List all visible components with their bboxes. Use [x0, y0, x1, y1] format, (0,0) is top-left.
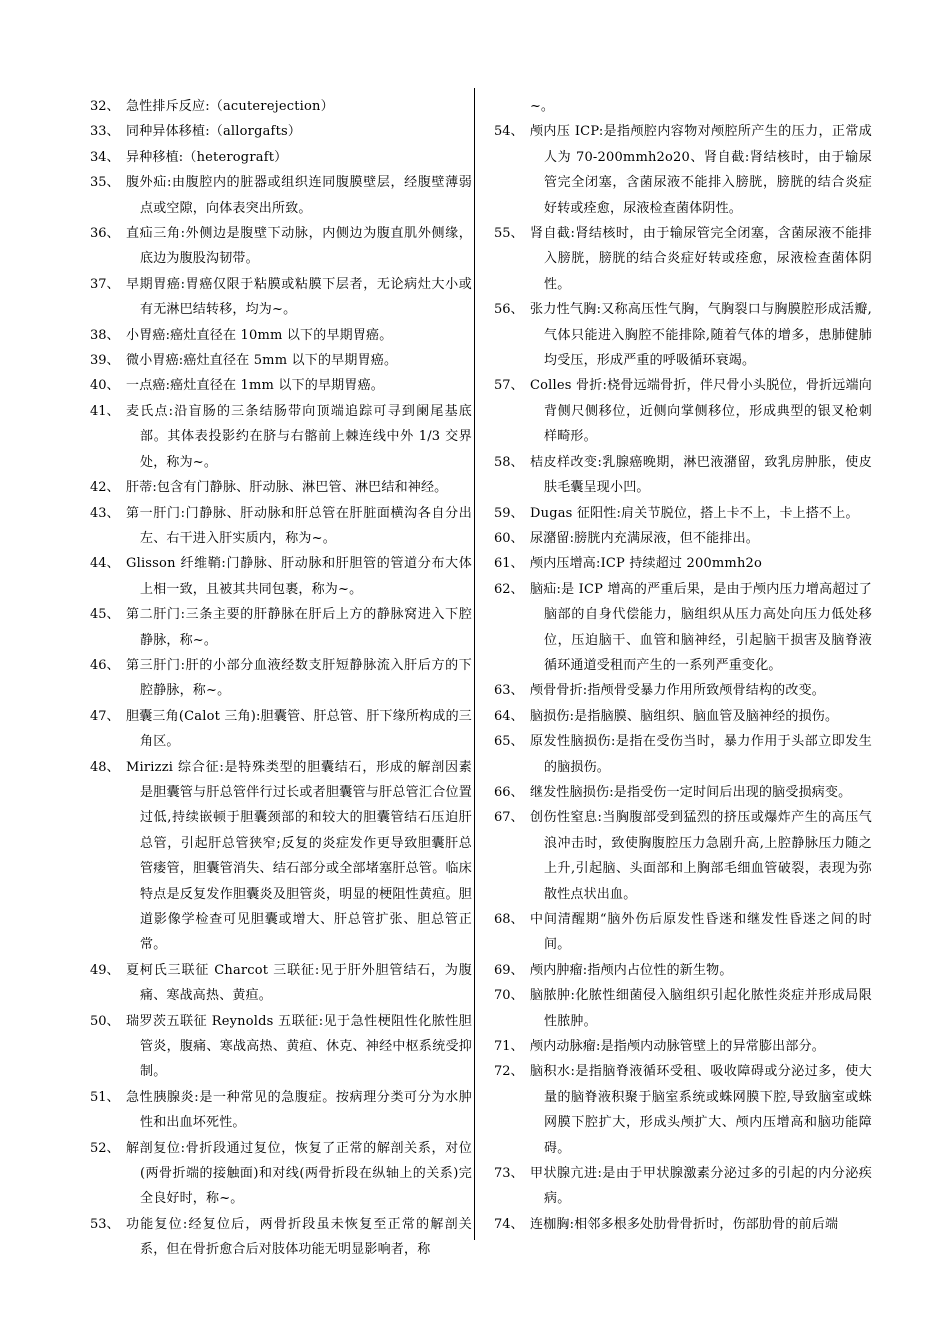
item-number: 68、	[494, 912, 524, 927]
item-text: 微小胃癌:癌灶直径在 5mm 以下的早期胃癌。	[126, 353, 398, 369]
list-item	[494, 297, 872, 373]
list-item	[90, 501, 472, 552]
list-item	[90, 653, 472, 704]
item-number: 35、	[90, 175, 120, 191]
list-item	[494, 119, 872, 221]
item-text: 第一肝门:门静脉、肝动脉和肝总管在肝脏面横沟各自分出左、右干进入肝实质内，称为~。	[126, 505, 472, 546]
item-number: 51、	[90, 1089, 120, 1105]
list-item	[90, 170, 472, 221]
list-item	[494, 577, 872, 679]
item-number: 71、	[494, 1039, 524, 1055]
item-number: 39、	[90, 353, 120, 369]
item-number: 56、	[494, 302, 524, 318]
list-item	[494, 450, 872, 501]
item-text: 腹外疝:由腹腔内的脏器或组织连同腹膜壁层，经腹壁薄弱点或空隙，向体表突出所致。	[126, 175, 472, 216]
item-text: 夏柯氏三联征 Charcot 三联征:见于肝外胆管结石，为腹痛、寒战高热、黄疸。	[126, 962, 472, 1004]
item-number: 64、	[494, 708, 524, 724]
item-text: 创伤性窒息:当胸腹部受到猛烈的挤压或爆炸产生的高压气浪冲击时，致使胸腹腔压力急剧升高,上腔静脉压力随之上升,引起脑、头面部和上胸部毛细血管破裂，表现为弥散性点状出血。	[530, 810, 872, 902]
list-item	[90, 94, 472, 119]
item-text: 同种异体移植:（allorgafts）	[126, 124, 302, 140]
item-text: 颅内压 ICP:是指颅腔内容物对颅腔所产生的压力，正常成人为 70-200mmh2o20、肾自截:肾结核时，由于输尿管完全闭塞，含菌尿液不能排入膀胱，膀胱的结合炎症好转或痊愈，尿液检查菌体阴性。	[530, 124, 872, 216]
item-number: 38、	[90, 327, 120, 343]
item-text: 脑脓肿:化脓性细菌侵入脑组织引起化脓性炎症并形成局限性脓肿。	[530, 988, 872, 1029]
item-text: Glisson 纤维鞘:门静脉、肝动脉和肝胆管的管道分布大体上相一致，且被其共同包裹，称为~。	[126, 556, 472, 597]
item-text: 颅内肿瘤:指颅内占位性的新生物。	[530, 962, 733, 978]
list-item	[90, 323, 472, 348]
item-text: 颅骨骨折:指颅骨受暴力作用所致颅骨结构的改变。	[530, 683, 825, 699]
item-text: 第三肝门:肝的小部分血液经数支肝短静脉流入肝后方的下腔静脉，称~。	[126, 657, 472, 699]
item-number: 52、	[90, 1140, 120, 1156]
column-divider	[474, 88, 475, 1240]
list-item	[494, 958, 872, 983]
item-text: 桔皮样改变:乳腺癌晚期，淋巴液潴留，致乳房肿胀，使皮肤毛囊呈现小凹。	[530, 454, 872, 496]
item-text: 第二肝门:三条主要的肝静脉在肝后上方的静脉窝进入下腔静脉，称~。	[126, 607, 472, 648]
item-number: 61、	[494, 556, 524, 572]
item-text: 急性排斥反应:（acuterejection）	[126, 99, 334, 114]
item-text: 中间清醒期“脑外伤后原发性昏迷和继发性昏迷之间的时间。	[530, 912, 872, 953]
item-text: 瑞罗茨五联征 Reynolds 五联征:见于急性梗阻性化脓性胆管炎，腹痛、寒战高热、黄疸、休克、神经中枢系统受抑制。	[126, 1013, 472, 1080]
item-text: 早期胃癌:胃癌仅限于粘膜或粘膜下层者，无论病灶大小或有无淋巴结转移，均为~。	[126, 276, 472, 318]
left-column	[90, 94, 472, 1263]
list-item	[494, 780, 872, 805]
item-text: 脑损伤:是指脑膜、脑组织、脑血管及脑神经的损伤。	[530, 708, 839, 724]
right-column	[494, 94, 872, 1237]
item-number: 72、	[494, 1064, 524, 1080]
item-number: 55、	[494, 226, 524, 242]
item-text: 直疝三角:外侧边是腹壁下动脉，内侧边为腹直肌外侧缘，底边为腹股沟韧带。	[126, 226, 472, 267]
item-text: 一点癌:癌灶直径在 1mm 以下的早期胃癌。	[126, 378, 384, 394]
item-text: 急性胰腺炎:是一种常见的急腹症。按病理分类可分为水肿性和出血坏死性。	[126, 1089, 472, 1131]
list-item	[90, 145, 472, 170]
item-number: 49、	[90, 962, 120, 978]
item-number: 70、	[494, 988, 524, 1004]
list-item	[90, 755, 472, 958]
item-text: 解剖复位:骨折段通过复位，恢复了正常的解剖关系，对位(两骨折端的接触面)和对线(两骨折段在纵轴上的关系)完全良好时，称~。	[126, 1140, 472, 1207]
list-item	[90, 119, 472, 144]
item-text: 甲状腺亢进:是由于甲状腺激素分泌过多的引起的内分泌疾病。	[530, 1166, 872, 1207]
item-text: 小胃癌:癌灶直径在 10mm 以下的早期胃癌。	[126, 327, 393, 343]
item-number: 36、	[90, 226, 120, 242]
item-number: 43、	[90, 505, 120, 521]
item-number: 74、	[494, 1216, 524, 1232]
item-number: 48、	[90, 759, 120, 775]
item-number: 73、	[494, 1166, 524, 1182]
item-text: 原发性脑损伤:是指在受伤当时，暴力作用于头部立即发生的脑损伤。	[530, 734, 872, 775]
item-text: 脑积水:是指脑脊液循环受租、吸收障碍或分泌过多，使大量的脑脊液积聚于脑室系统或蛛网膜下腔,导致脑室或蛛网膜下腔扩大，形成头颅扩大、颅内压增高和脑功能障碍。	[530, 1064, 872, 1156]
list-item	[90, 602, 472, 653]
list-item	[90, 221, 472, 272]
list-item	[494, 907, 872, 958]
item-number: 62、	[494, 581, 524, 597]
item-number: 57、	[494, 378, 524, 394]
item-text: 尿潴留:膀胱内充满尿液，但不能排出。	[530, 530, 759, 546]
item-text: 麦氏点:沿盲肠的三条结肠带向顶端追踪可寻到阑尾基底部。其体表投影约在脐与右髂前上棘连线中外 1/3 交界处，称为~。	[126, 403, 472, 470]
item-text: 连枷胸:相邻多根多处肋骨骨折时，伤部肋骨的前后端	[530, 1216, 839, 1232]
item-number: 50、	[90, 1013, 120, 1029]
item-number: 44、	[90, 556, 120, 572]
item-text: Dugas 征阳性:肩关节脱位，搭上卡不上，卡上搭不上。	[530, 505, 859, 521]
item-text: Mirizzi 综合征:是特殊类型的胆囊结石，形成的解剖因素是胆囊管与肝总管伴行过长或者胆囊管与肝总管汇合位置过低,持续嵌顿于胆囊颈部的和较大的胆囊管结石压迫肝总管，引起肝总管狭窄;反复的炎症发作更导致胆囊肝总管瘘管，胆囊管消失、结石部分或全部堵塞肝总管。临床特点是反复发作胆囊炎及胆管炎，明显的梗阻性黄疸。胆道影像学检查可见胆囊或增大、肝总管扩张、胆总管正常。	[126, 759, 472, 953]
item-number: 65、	[494, 734, 524, 750]
list-item	[90, 348, 472, 373]
list-item	[494, 1034, 872, 1059]
item-number: 69、	[494, 962, 524, 978]
item-number: 41、	[90, 403, 120, 419]
list-item	[90, 551, 472, 602]
item-number: 45、	[90, 607, 120, 623]
item-number: 60、	[494, 530, 524, 546]
item-text: 张力性气胸:又称高压性气胸，气胸裂口与胸膜腔形成活瓣,气体只能进入胸腔不能排除,随着气体的增多，患肺健肺均受压，形成严重的呼吸循环衰竭。	[530, 302, 872, 369]
list-item	[494, 704, 872, 729]
list-item	[90, 475, 472, 500]
item-text: 肾自截:肾结核时，由于输尿管完全闭塞，含菌尿液不能排入膀胱，膀胱的结合炎症好转或痊愈，尿液检查菌体阴性。	[530, 226, 872, 292]
item-number: 54、	[494, 124, 524, 140]
list-item	[494, 501, 872, 526]
item-text: 异种移植:（heterograft）	[126, 149, 288, 165]
item-text: 脑疝:是 ICP 增高的严重后果，是由于颅内压力增高超过了脑部的自身代偿能力，脑组织从压力高处向压力低处移位，压迫脑干、血管和脑神经，引起脑干损害及脑脊液循环通道受租而产生的一系列严重变化。	[530, 581, 872, 673]
list-item	[494, 551, 872, 576]
list-item	[494, 729, 872, 780]
item-text: 颅内压增高:ICP 持续超过 200mmh2o	[530, 556, 763, 572]
list-item	[90, 373, 472, 398]
item-text: 功能复位:经复位后，两骨折段虽未恢复至正常的解剖关系，但在骨折愈合后对肢体功能无明显影响者，称	[126, 1216, 472, 1258]
list-item	[494, 1161, 872, 1212]
list-item	[90, 399, 472, 475]
list-item	[494, 1059, 872, 1161]
list-item	[494, 1212, 872, 1237]
list-item	[90, 1212, 472, 1263]
list-item	[494, 373, 872, 449]
list-item	[90, 1136, 472, 1212]
item-number: 59、	[494, 505, 524, 521]
list-item	[494, 221, 872, 297]
item-number: 42、	[90, 480, 120, 496]
list-item	[494, 805, 872, 907]
item-number: 53、	[90, 1216, 120, 1232]
list-item	[90, 1085, 472, 1136]
item-number: 66、	[494, 784, 524, 800]
item-number: 37、	[90, 276, 120, 292]
item-number: 67、	[494, 810, 524, 826]
continued-text: ~。	[530, 99, 554, 114]
item-text: Colles 骨折:桡骨远端骨折，伴尺骨小头脱位，骨折远端向背侧尺侧移位，近侧向掌侧移位，形成典型的银叉枪刺样畸形。	[530, 378, 872, 445]
item-number: 63、	[494, 683, 524, 699]
list-item	[90, 958, 472, 1009]
list-item	[494, 983, 872, 1034]
list-item	[494, 526, 872, 551]
list-item	[90, 272, 472, 323]
item-number: 34、	[90, 149, 120, 165]
item-number: 46、	[90, 657, 120, 673]
item-number: 40、	[90, 378, 120, 394]
list-item	[90, 1009, 472, 1085]
item-number: 32、	[90, 99, 120, 114]
item-text: 肝蒂:包含有门静脉、肝动脉、淋巴管、淋巴结和神经。	[126, 480, 448, 496]
item-text: 胆囊三角(Calot 三角):胆囊管、肝总管、肝下缘所构成的三角区。	[126, 708, 472, 750]
list-item	[494, 678, 872, 703]
item-text: 继发性脑损伤:是指受伤一定时间后出现的脑受损病变。	[530, 784, 852, 800]
item-number: 47、	[90, 708, 120, 724]
item-number: 33、	[90, 124, 120, 140]
item-number: 58、	[494, 454, 524, 470]
list-item	[90, 704, 472, 755]
item-text: 颅内动脉瘤:是指颅内动脉管壁上的异常膨出部分。	[530, 1039, 825, 1055]
